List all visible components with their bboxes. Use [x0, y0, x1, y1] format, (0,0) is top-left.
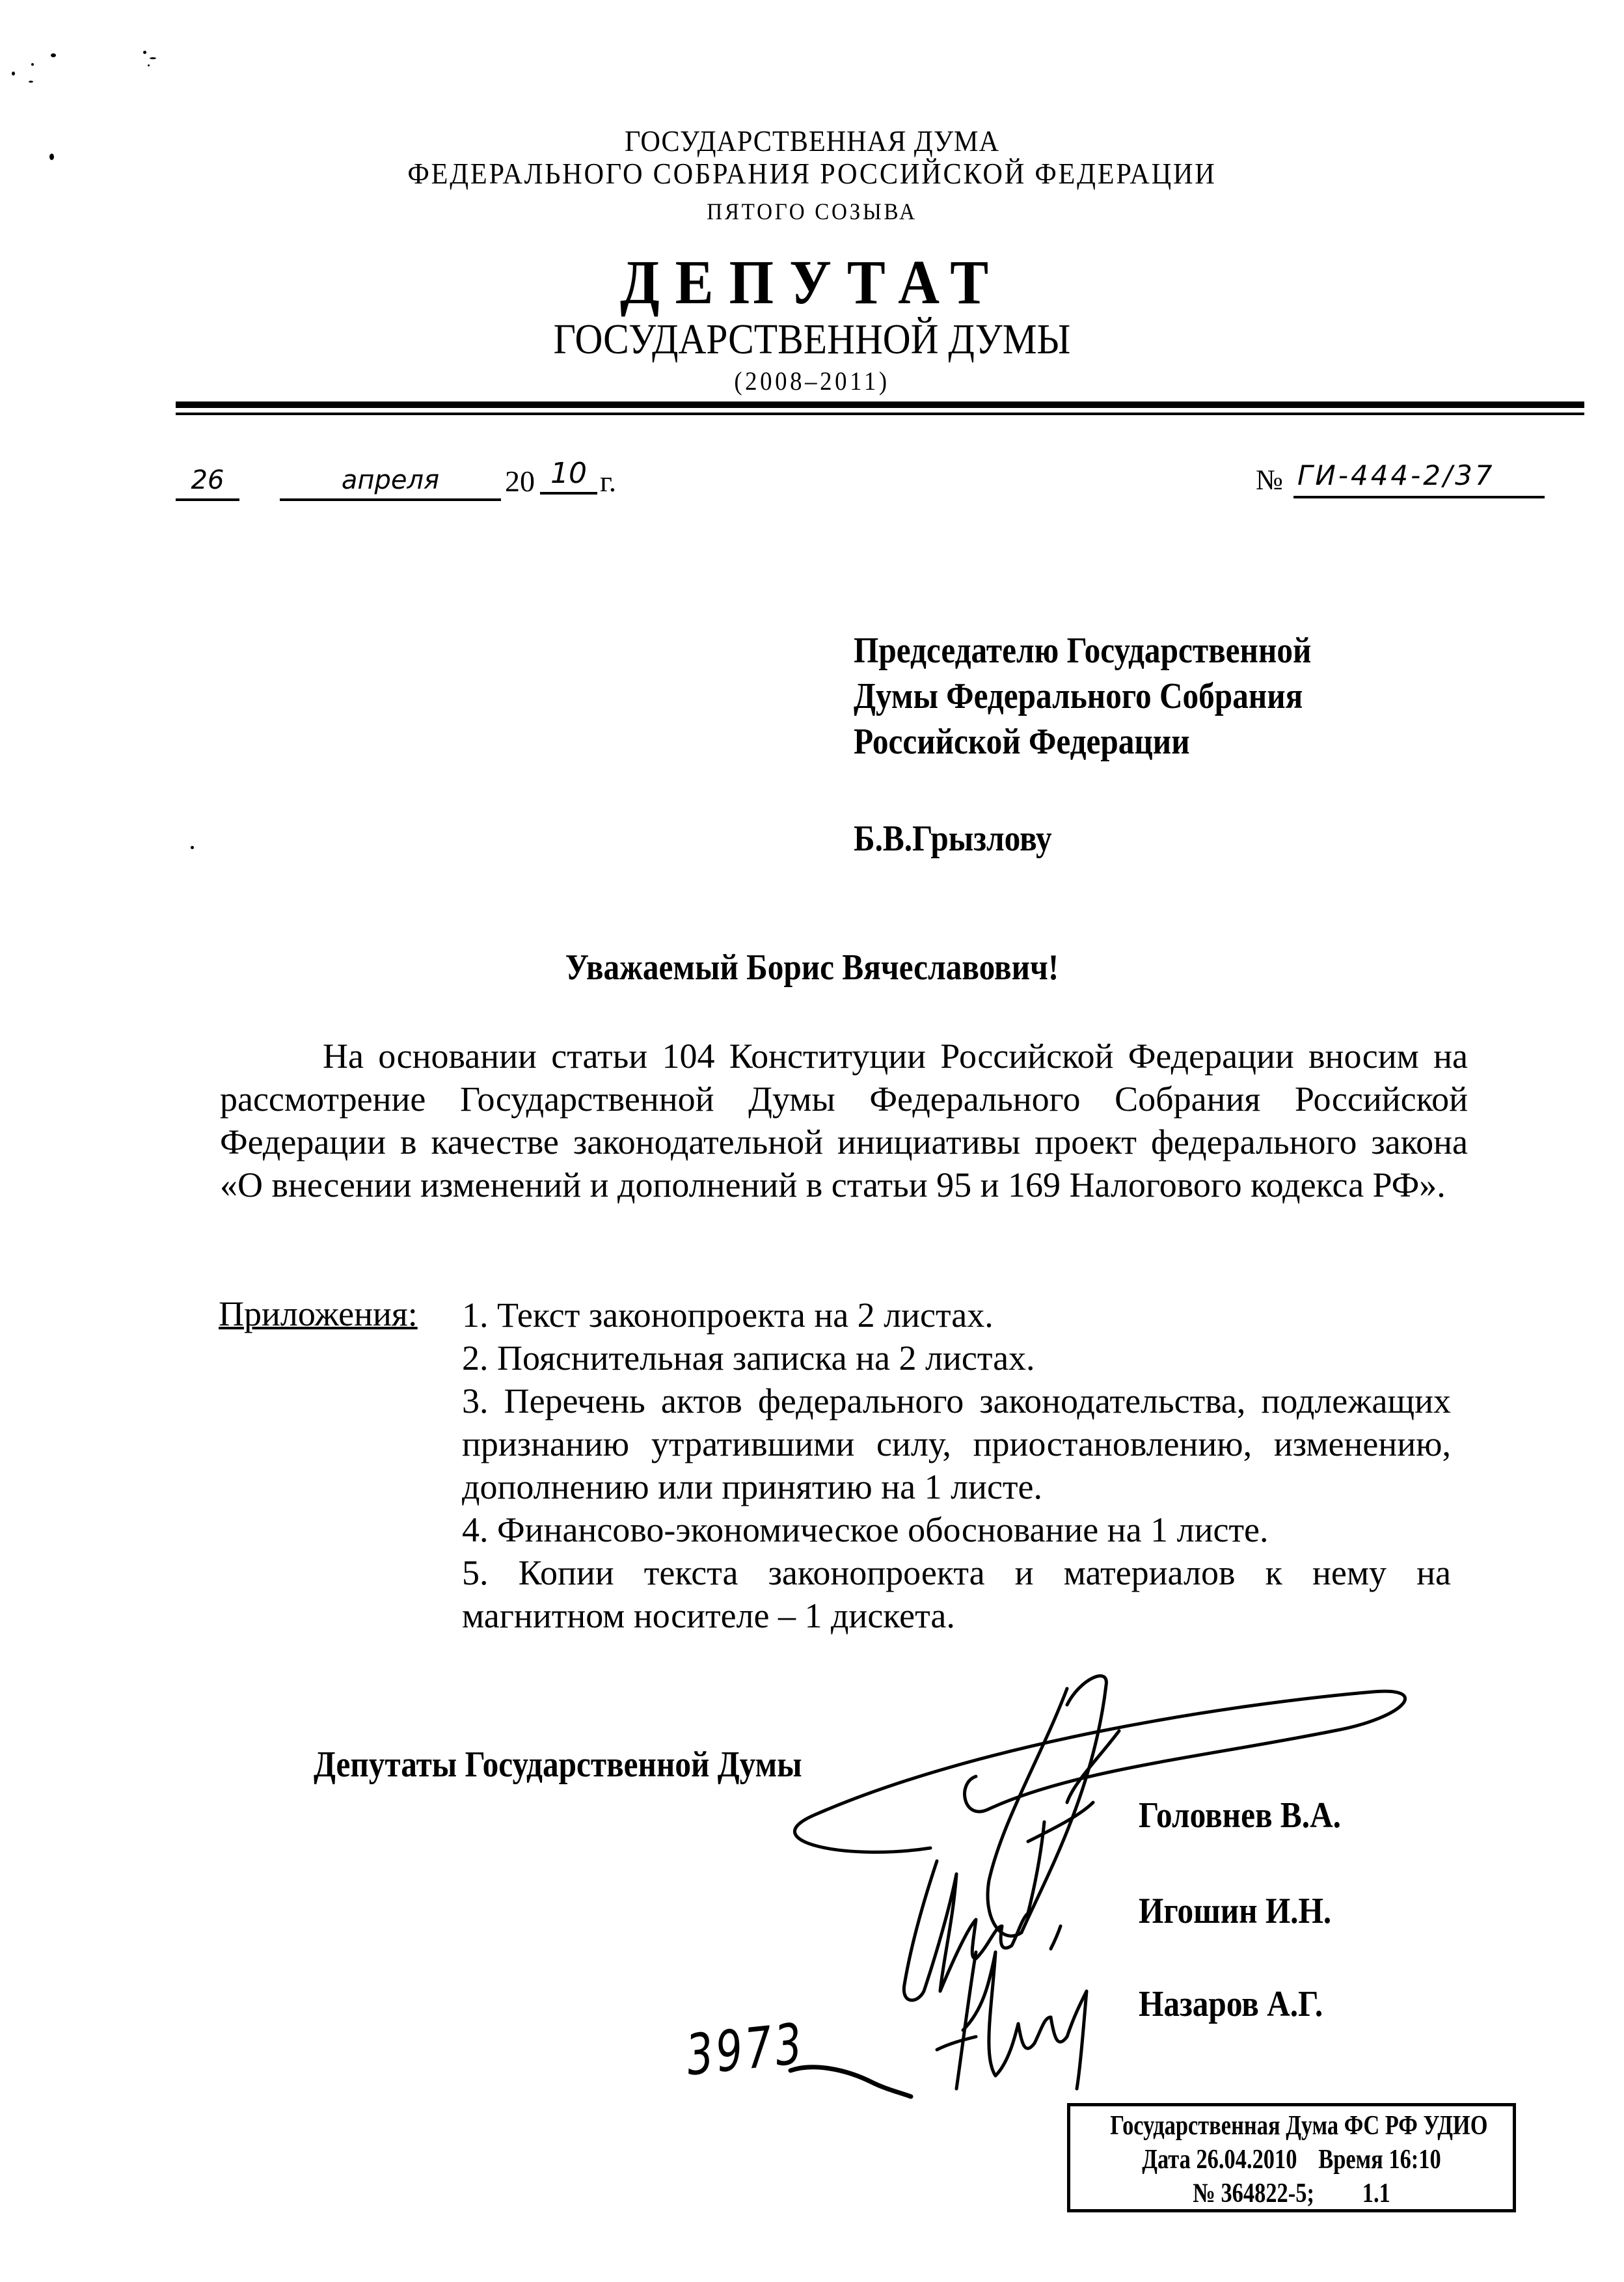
salutation: Уважаемый Борис Вячеславович! — [565, 947, 1059, 988]
attachment-item: 5. Копии текста законопроекта и материалов к нему на магнитном носителе – 1 дискета. — [462, 1553, 1451, 1635]
stamp-date-label: Дата — [1142, 2145, 1191, 2175]
letterhead-line1: ГОСУДАРСТВЕННАЯ ДУМА — [625, 124, 999, 157]
scan-speck — [29, 81, 33, 83]
stamp-time-label: Время — [1318, 2145, 1383, 2175]
attachment-item: 4. Финансово-экономическое обоснование на 1 листе. — [462, 1510, 1269, 1549]
stamp-time: 16:10 — [1388, 2145, 1441, 2175]
addressee-block — [854, 628, 1311, 765]
date-year-suffix: г. — [600, 465, 617, 498]
signatory-name: Назаров А.Г. — [1139, 1984, 1323, 2024]
header-rule-thin — [176, 413, 1584, 415]
scan-speck — [191, 846, 194, 849]
stamp-number: № 364822-5; — [1193, 2179, 1314, 2208]
stamp-line-number — [1110, 2177, 1473, 2210]
addressee-line: Председателю Государственной — [854, 631, 1312, 671]
header-rule-thick — [176, 401, 1584, 408]
attachment-item: 2. Пояснительная записка на 2 листах. — [462, 1338, 1035, 1378]
addressee-line: Российской Федерации — [854, 722, 1190, 762]
signatures-heading: Депутаты Государственной Думы — [314, 1745, 802, 1785]
date-day: 26 — [176, 462, 239, 501]
letterhead-years: (2008–2011) — [734, 366, 890, 396]
document-number-value: ГИ-444-2/37 — [1293, 455, 1545, 498]
addressee-line: Думы Федерального Собрания — [854, 676, 1303, 716]
number-sign: № — [1256, 464, 1283, 496]
attachments-label: Приложения: — [219, 1294, 418, 1333]
registration-number: 3973 — [683, 2011, 808, 2089]
attachment-item: 1. Текст законопроекта на 2 листах. — [462, 1296, 994, 1335]
attachment-item: 3. Перечень актов федерального законодательства, подлежащих признанию утратившими силу, приостановлению, изменению, дополнению или принятию на 1 листе. — [462, 1381, 1451, 1506]
signatory-name: Головнев В.А. — [1139, 1795, 1341, 1836]
signatory-name: Игошин И.Н. — [1139, 1891, 1332, 1931]
body-paragraph — [220, 1035, 1468, 1206]
stamp-copy: 1.1 — [1362, 2179, 1390, 2208]
stamp-date: 26.04.2010 — [1196, 2145, 1297, 2175]
letterhead-subtitle: ГОСУДАРСТВЕННОЙ ДУМЫ — [553, 316, 1071, 363]
addressee-name: Б.В.Грызлову — [854, 819, 1052, 859]
scan-speck — [148, 64, 150, 66]
scan-speck — [49, 154, 54, 160]
scan-speck — [12, 72, 15, 75]
scan-speck — [150, 57, 156, 59]
body-text: На основании статьи 104 Конституции Российской Федерации вносим на рассмотрение Государственной Думы Федерального Собрания Российской Федерации в качестве законодательной инициативы проект федерального закона «О внесении изменений и дополнений в статьи 95 и 169 Налогового кодекса РФ». — [220, 1037, 1468, 1204]
scan-speck — [31, 63, 34, 66]
stamp-line-datetime — [1110, 2143, 1473, 2177]
stamp-line-office: Государственная Дума ФС РФ УДИО — [1110, 2111, 1488, 2141]
scan-speck — [143, 51, 146, 54]
date-month: апреля — [280, 462, 501, 501]
signature-igoshin — [904, 1822, 1044, 2000]
date-year: 10 — [540, 455, 597, 495]
date-century: 20 — [505, 465, 535, 498]
signature-nazarov — [956, 1952, 1087, 2089]
letterhead-title: ДЕПУТАТ — [619, 247, 1005, 317]
attachments-list — [462, 1294, 1451, 1637]
scan-speck — [51, 53, 56, 57]
registration-stamp — [1067, 2103, 1516, 2212]
letterhead-line2: ФЕДЕРАЛЬНОГО СОБРАНИЯ РОССИЙСКОЙ ФЕДЕРАЦИИ — [407, 157, 1217, 190]
letterhead-line3: ПЯТОГО СОЗЫВА — [707, 198, 917, 224]
